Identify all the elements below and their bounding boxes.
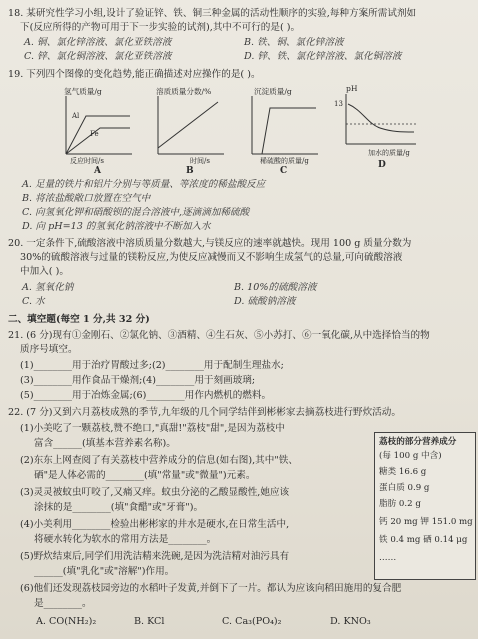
q21-blanks-3: (5)________用于冶炼金属;(6)________用作内燃机的燃料。 bbox=[20, 390, 272, 401]
chart-d-letter: D bbox=[378, 160, 386, 170]
q19-charts bbox=[60, 84, 420, 176]
nutrition-row: 蛋白质 0.9 g bbox=[379, 483, 430, 493]
chart-a-series-al: Al bbox=[72, 112, 80, 120]
chart-d-title: pH bbox=[346, 84, 358, 93]
q18-option-b: B. 铁、铜、氯化锌溶液 bbox=[244, 37, 344, 48]
q22-sub5-line2: ______(填"乳化"或"溶解")作用。 bbox=[34, 566, 175, 577]
q20-option-b: B. 10%的硫酸溶液 bbox=[234, 282, 317, 293]
section-2-heading: 二、填空题(每空 1 分,共 32 分) bbox=[8, 314, 150, 325]
nutrition-row: 铁 0.4 mg 硒 0.14 μg bbox=[379, 535, 468, 545]
q22-option-c: C. Ca₃(PO₄)₂ bbox=[222, 616, 282, 627]
nutrition-row: 钙 20 mg 钾 151.0 mg bbox=[379, 517, 473, 527]
q22-sub4-line2: 将硬水转化为软水的常用方法是________。 bbox=[34, 534, 217, 545]
chart-d bbox=[334, 84, 418, 170]
chart-c-line bbox=[262, 108, 316, 154]
q20-stem-line3: 中加入( )。 bbox=[20, 266, 69, 277]
q18-option-a: A. 铜、氯化锌溶液、氯化亚铁溶液 bbox=[24, 37, 172, 48]
chart-c-plot bbox=[246, 88, 320, 160]
chart-b-x-label: 时间/s bbox=[190, 157, 210, 165]
q19-stem: 19. 下列四个图像的变化趋势,能正确描述对应操作的是( )。 bbox=[8, 69, 261, 80]
q21-stem-line2: 质序号填空。 bbox=[20, 344, 78, 355]
q20-option-a: A. 氢氧化钠 bbox=[22, 282, 74, 293]
q20-option-c: C. 水 bbox=[22, 296, 45, 307]
chart-a-x-label: 反应时间/s bbox=[70, 157, 104, 165]
chart-c-letter: C bbox=[280, 166, 288, 176]
q22-option-b: B. KCl bbox=[134, 616, 165, 627]
q21-blanks-2: (3)________用作食品干燥剂;(4)________用于刻画玻璃; bbox=[20, 375, 256, 386]
q22-option-d: D. KNO₃ bbox=[330, 616, 371, 627]
nutrition-title: 荔枝的部分营养成分 bbox=[379, 437, 457, 447]
q22-stem: 22. (7 分)又到六月荔枝成熟的季节,九年级的几个同学结伴到彬彬家去摘荔枝进行野炊活动。 bbox=[8, 407, 401, 418]
q18-stem-line1: 18. 某研究性学习小组,设计了验证锌、铁、铜三种金属的活动性顺序的实验,每种方案所需试剂如 bbox=[8, 8, 417, 19]
chart-b-plot bbox=[152, 88, 226, 160]
q22-sub4-line1: (4)小美利用________检验出彬彬家的井水是硬水,在日常生活中, bbox=[20, 519, 290, 530]
chart-b-title: 溶质质量分数/% bbox=[156, 87, 212, 96]
q18-option-c: C. 锌、氯化铜溶液、氯化亚铁溶液 bbox=[24, 51, 172, 62]
q19-option-c: C. 向氢氧化钾和硝酸钡的混合溶液中,逐滴滴加稀硫酸 bbox=[22, 207, 250, 218]
q22-sub6-line1: (6)他们还发现荔枝园旁边的水稻叶子发黄,并倒下了一片。都认为应该向稻田施用的复合肥 bbox=[20, 583, 402, 594]
q22-sub6-line2: 是________。 bbox=[34, 598, 92, 609]
q19-option-a: A. 足量的铁片和铝片分别与等质量、等浓度的稀盐酸反应 bbox=[22, 179, 266, 190]
q22-sub1-line2: 富含______(填基本营养素名称)。 bbox=[34, 438, 176, 449]
q22-sub3-line1: (3)灵灵被蚊虫叮咬了,又痛又痒。蚊虫分泌的乙酸显酸性,她应该 bbox=[20, 487, 290, 498]
chart-a-title: 氢气质量/g bbox=[64, 87, 102, 96]
q22-sub1-line1: (1)小美吃了一颗荔枝,赞不绝口,"真甜!"荔枝"甜",是因为荔枝中 bbox=[20, 423, 285, 434]
q19-option-d: D. 向 pH=13 的氢氧化钠溶液中不断加入水 bbox=[22, 221, 211, 232]
chart-b bbox=[152, 87, 226, 176]
chart-a-plot bbox=[60, 88, 134, 160]
q22-sub2-line1: (2)东东上网查阅了有关荔枝中营养成分的信息(如右图),其中"铁、 bbox=[20, 455, 298, 466]
q22-sub3-line2: 涂抹的是________(填"食醋"或"牙膏")。 bbox=[34, 502, 204, 513]
chart-c-x-label: 稀硫酸的质量/g bbox=[260, 157, 309, 165]
q21-blanks-1: (1)________用于治疗胃酸过多;(2)________用于配制生理盐水; bbox=[20, 360, 284, 371]
q18-option-d: D. 锌、铁、氯化锌溶液、氯化铜溶液 bbox=[244, 51, 402, 62]
chart-a bbox=[60, 87, 134, 176]
chart-a-letter: A bbox=[94, 166, 101, 176]
q22-option-a: A. CO(NH₂)₂ bbox=[36, 616, 97, 627]
q22-sub5-line1: (5)野炊结束后,同学们用洗洁精来洗碗,是因为洗洁精对油污具有 bbox=[20, 551, 290, 562]
nutrition-row: 脂肪 0.2 g bbox=[379, 499, 421, 509]
q20-stem-line2: 30%的硫酸溶液与过量的镁粉反应,为使反应减慢而又不影响生成氢气的总量,可向硫酸溶液 bbox=[20, 252, 403, 263]
chart-d-y-tick: 13 bbox=[334, 100, 343, 108]
chart-a-series-fe: Fe bbox=[90, 130, 99, 138]
q18-stem-line2: 下(反应所得的产物可用于下一步实验的试剂),其中不可行的是( )。 bbox=[20, 22, 301, 33]
q20-stem-line1: 20. 一定条件下,硫酸溶液中溶质质量分数越大,与镁反应的速率就越快。现用 100 g 质量分数为 bbox=[8, 238, 412, 249]
chart-c-title: 沉淀质量/g bbox=[254, 87, 292, 96]
q20-option-d: D. 硫酸钠溶液 bbox=[234, 296, 296, 307]
chart-b-letter: B bbox=[186, 166, 194, 176]
chart-c bbox=[246, 87, 320, 176]
nutrition-table bbox=[374, 432, 476, 580]
chart-b-line bbox=[158, 102, 218, 148]
q21-stem-line1: 21. (6 分)现有①金刚石、②氯化钠、③酒精、④生石灰、⑤小苏打、⑥一氧化碳,从中选择恰当的物 bbox=[8, 330, 430, 341]
chart-d-x-label: 加水的质量/g bbox=[368, 149, 410, 157]
q22-sub2-line2: 硒"是人体必需的________(填"常量"或"微量")元素。 bbox=[34, 470, 256, 481]
chart-d-curve bbox=[348, 104, 414, 132]
nutrition-unit: (每 100 g 中含) bbox=[379, 451, 442, 461]
nutrition-row: …… bbox=[379, 553, 397, 563]
nutrition-row: 糖类 16.6 g bbox=[379, 467, 427, 477]
q19-option-b: B. 将浓盐酸敞口放置在空气中 bbox=[22, 193, 151, 204]
